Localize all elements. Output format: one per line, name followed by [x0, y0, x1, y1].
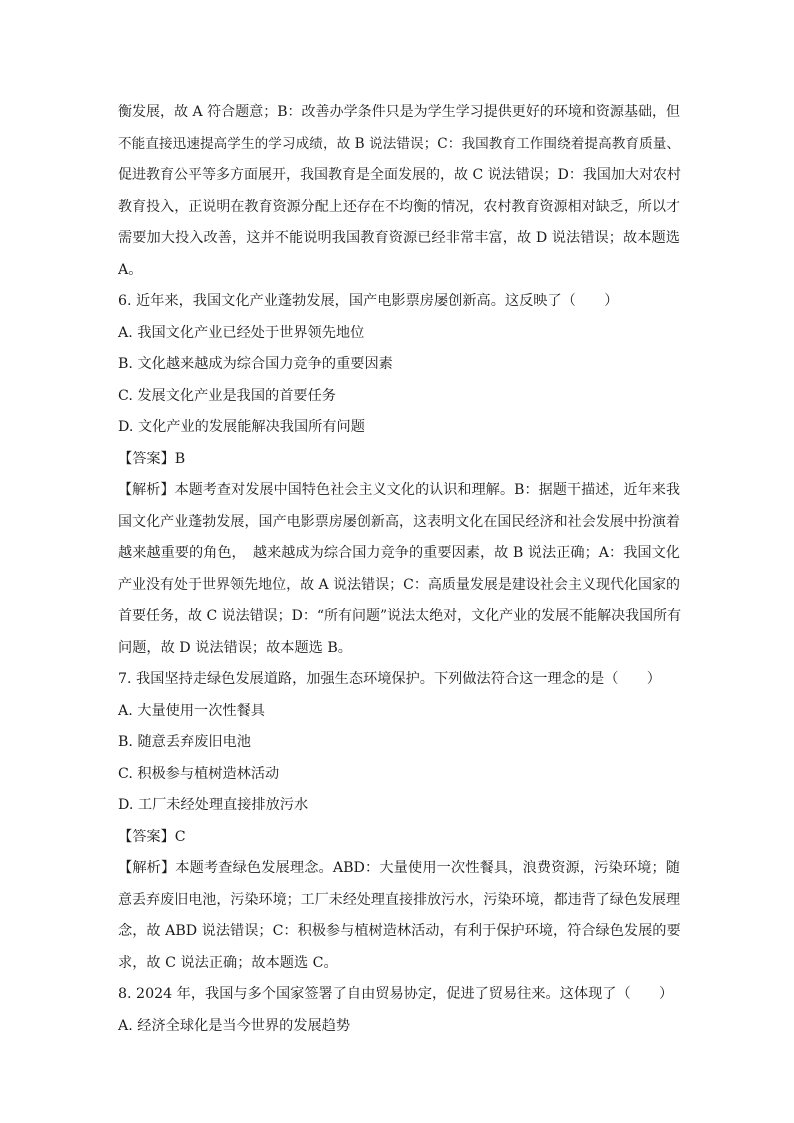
text-line: 需要加大投入改善，这并不能说明我国教育资源已经非常丰富，故 D 说法错误；故本题选: [118, 230, 680, 246]
text-line: B. 文化越来越成为综合国力竞争的重要因素: [118, 356, 393, 372]
text-line: 促进教育公平等多方面展开，我国教育是全面发展的，故 C 说法错误；D：我国加大对农村: [118, 167, 681, 183]
text-line: 6. 近年来，我国文化产业蓬勃发展，国产电影票房屡创新高。这反映了（ ）: [118, 293, 619, 309]
text-line: 【答案】C: [118, 828, 186, 845]
text-line: A. 经济全球化是当今世界的发展趋势: [118, 1017, 351, 1034]
text-line: C. 发展文化产业是我国的首要任务: [118, 387, 336, 404]
text-line: 国文化产业蓬勃发展，国产电影票房屡创新高，这表明文化在国民经济和社会发展中扮演着: [118, 513, 680, 530]
text-line: 越来越重要的角色， 越来越成为综合国力竞争的重要因素，故 B 说法正确；A：我国文化: [118, 545, 680, 561]
text-line: A. 大量使用一次性餐具: [118, 702, 265, 719]
text-line: 衡发展，故 A 符合题意；B：改善办学条件只是为学生学习提供更好的环境和资源基础，但: [118, 104, 680, 120]
text-line: 【解析】本题考查绿色发展理念。ABD：大量使用一次性餐具，浪费资源，污染环境；随: [118, 860, 680, 876]
text-line: 【答案】B: [118, 450, 186, 467]
text-line: D. 文化产业的发展能解决我国所有问题: [118, 419, 365, 435]
text-line: 7. 我国坚持走绿色发展道路，加强生态环境保护。下列做法符合这一理念的是（ ）: [118, 671, 661, 687]
text-line: 不能直接迅速提高学生的学习成绩，故 B 说法错误；C：我国教育工作围绕着提高教育质量、: [118, 135, 680, 152]
text-line: C. 积极参与植树造林活动: [118, 765, 280, 782]
text-line: A. 我国文化产业已经处于世界领先地位: [118, 324, 365, 341]
text-line: 问题，故 D 说法错误；故本题选 B。: [118, 639, 352, 656]
text-line: 念，故 ABD 说法错误；C：积极参与植树造林活动，有利于保护环境，符合绿色发展的要: [118, 923, 681, 939]
text-line: 首要任务，故 C 说法错误；D：“所有问题”说法太绝对，文化产业的发展不能解决我国所有: [118, 608, 682, 624]
text-line: A。: [118, 261, 143, 278]
text-line: 教育投入，正说明在教育资源分配上还存在不均衡的情况，农村教育资源相对缺乏，所以才: [118, 198, 680, 215]
text-line: 【解析】本题考查对发展中国特色社会主义文化的认识和理解。B：据题干描述，近年来我: [118, 482, 680, 498]
text-line: 8. 2024 年，我国与多个国家签署了自由贸易协定，促进了贸易往来。这体现了（ ）: [118, 986, 674, 1002]
text-line: 意丢弃废旧电池，污染环境；工厂未经处理直接排放污水，污染环境，都违背了绿色发展理: [118, 891, 680, 908]
document-body: [118, 97, 680, 1042]
text-line: 求，故 C 说法正确；故本题选 C。: [118, 954, 338, 971]
text-line: 产业没有处于世界领先地位，故 A 说法错误；C：高质量发展是建设社会主义现代化国家的: [118, 576, 680, 593]
text-line: B. 随意丢弃废旧电池: [118, 734, 251, 750]
text-line: D. 工厂未经处理直接排放污水: [118, 797, 309, 813]
